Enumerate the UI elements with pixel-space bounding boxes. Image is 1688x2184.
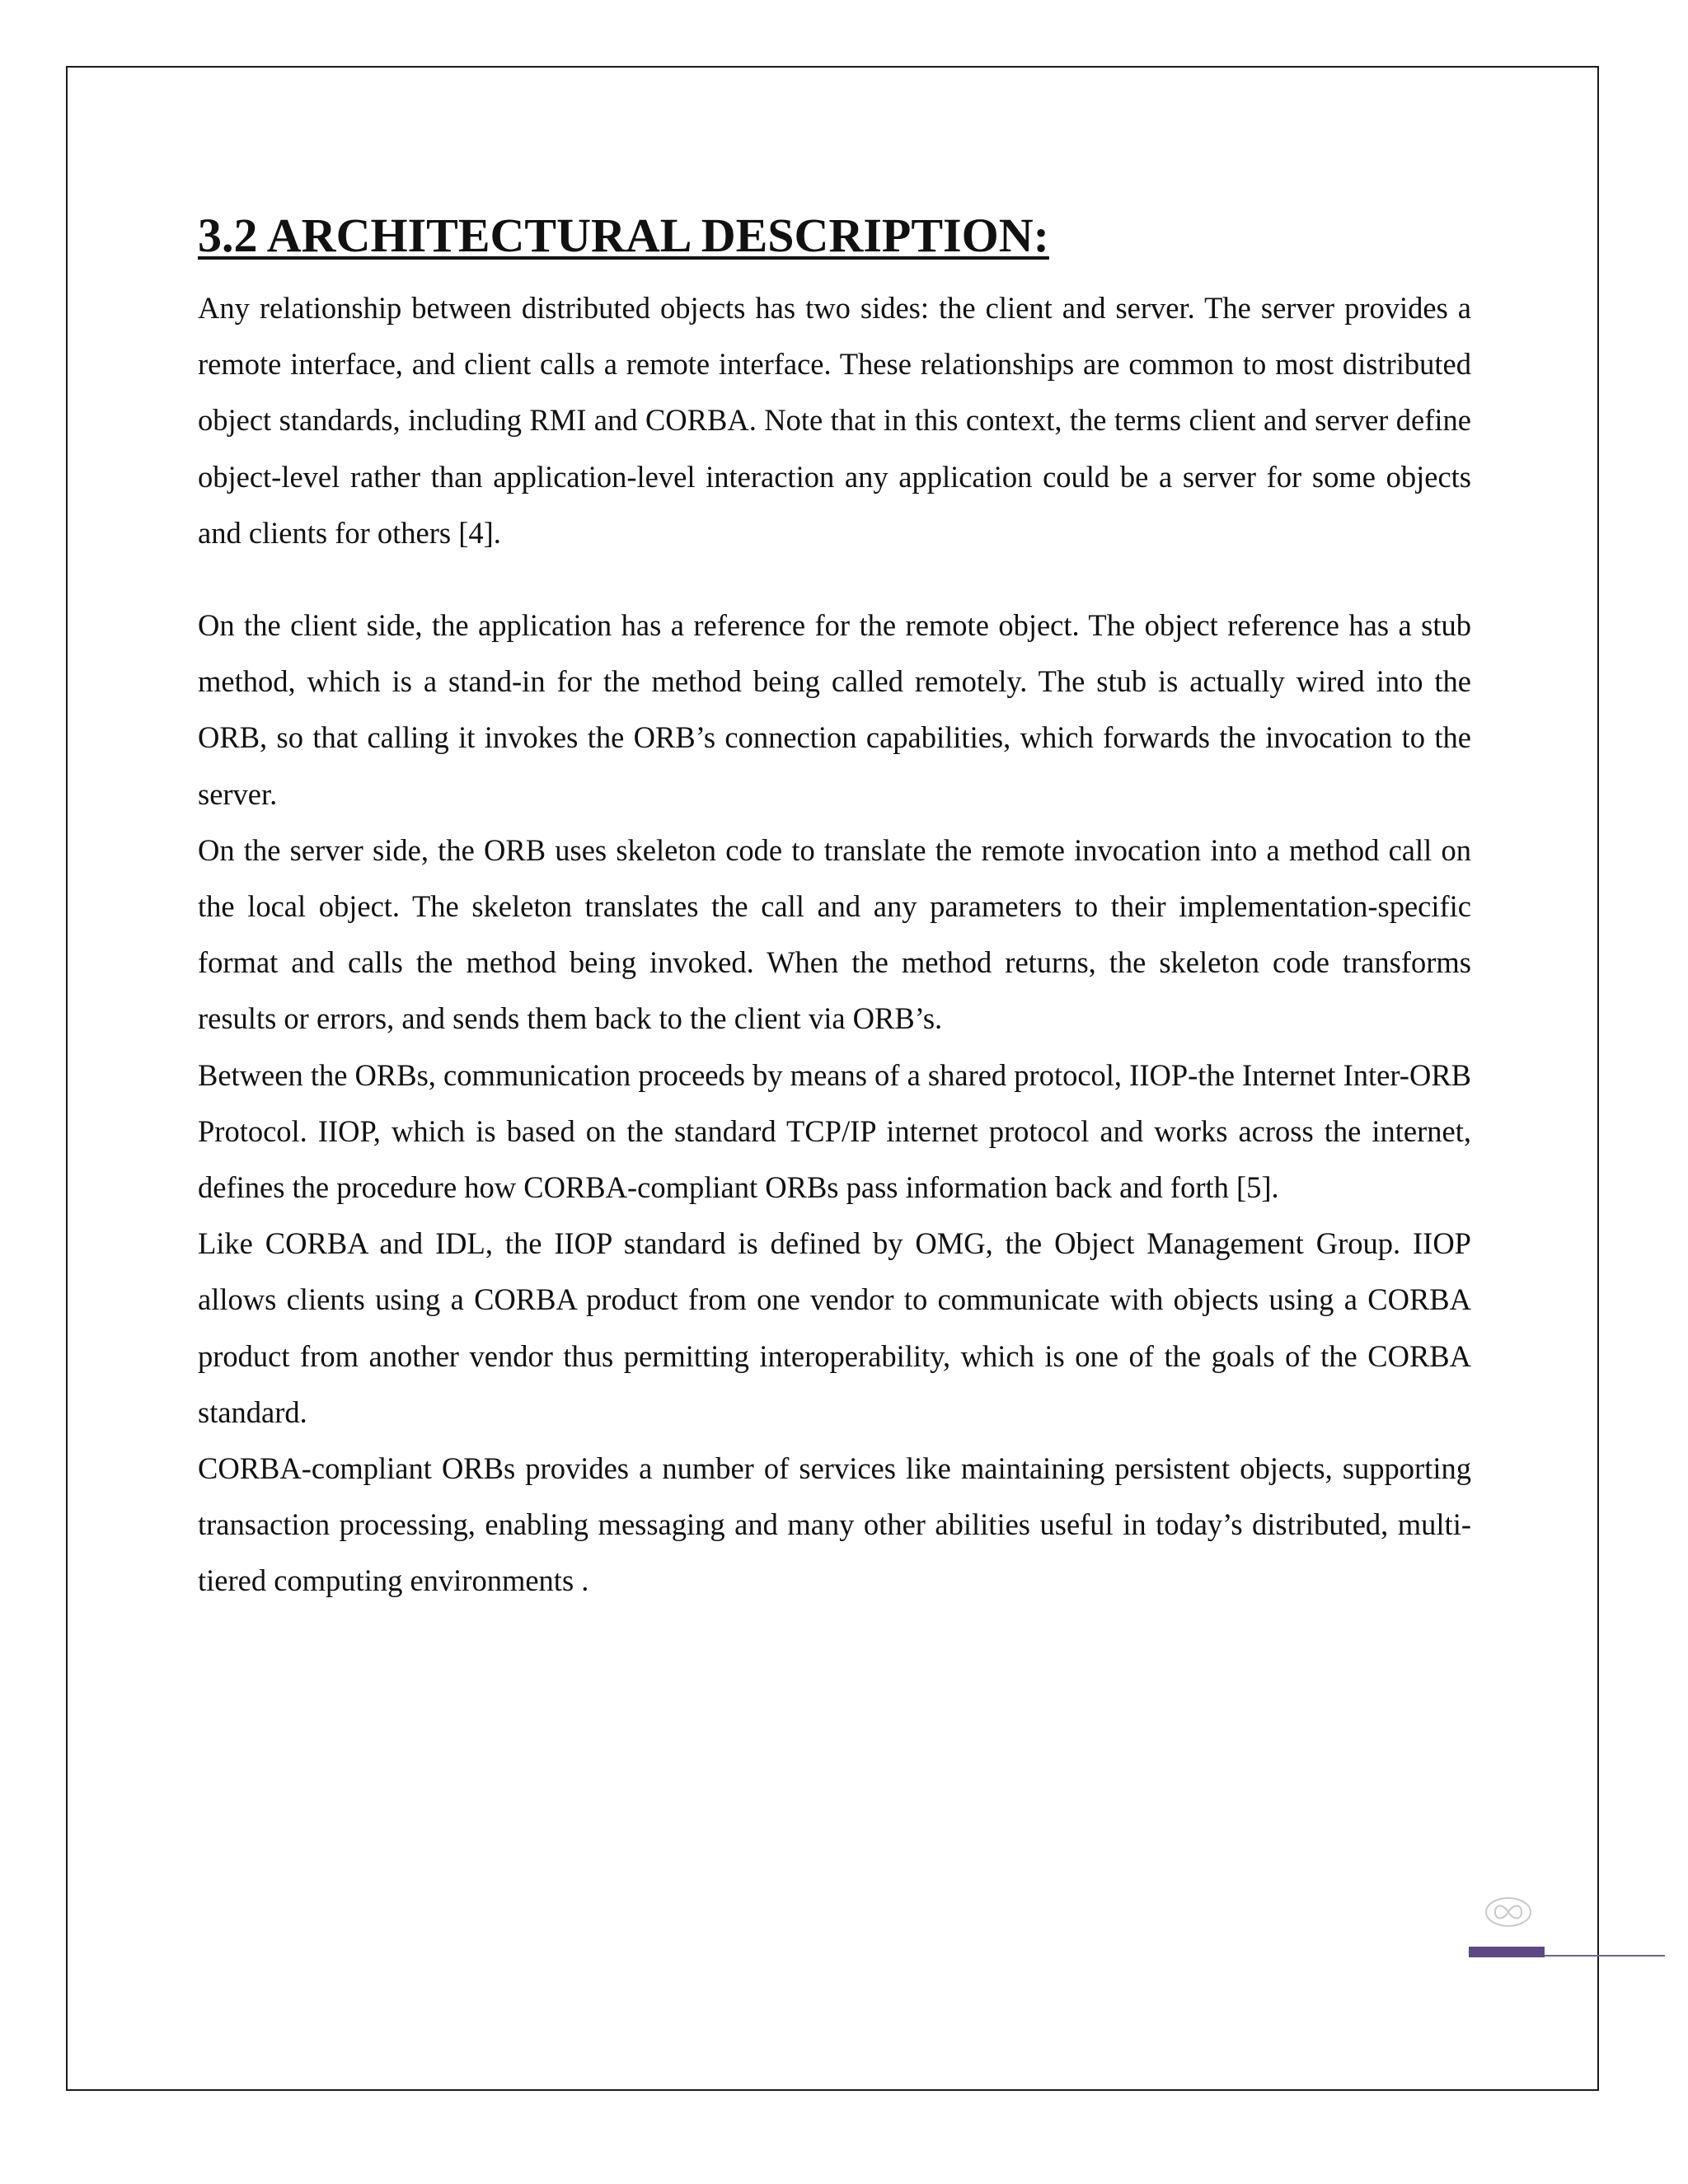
document-body (198, 206, 1471, 1610)
paragraph-iiop-protocol: Between the ORBs, communication proceeds by means of a shared protocol, IIOP-the Internet Inter-ORB Protocol. IIOP, which is based on the standard TCP/IP internet protocol and works across the internet, defines the procedure how CORBA-compliant ORBs pass information back and forth [5]. (198, 1057, 1472, 1205)
section-heading: 3.2 ARCHITECTURAL DESCRIPTION: (198, 209, 1049, 262)
paragraph-client-side: On the client side, the application has a reference for the remote object. The object reference has a stub method, which is a stand-in for the method being called remotely. The stub is actually wired into the ORB, so that calling it invokes the ORB’s connection capabilities, which forwards the invocation to the server. (198, 608, 1471, 811)
footer-rule (1545, 1955, 1665, 1957)
infinity-loop-icon (1484, 1896, 1533, 1929)
paragraph-orb-services: CORBA-compliant ORBs provides a number of services like maintaining persistent objects, supporting transaction processing, enabling messaging and many other abilities useful in today’s distributed, multi-tiered computing environments . (198, 1451, 1471, 1598)
paragraph-client-server: Any relationship between distributed objects has two sides: the client and server. The server provides a remote interface, and client calls a remote interface. These relationships are common to most distributed object standards, including RMI and CORBA. Note that in this context, the terms client and server define object-level rather than application-level interaction any application could be a server for some objects and clients for others [4]. (198, 291, 1471, 550)
paragraph-omg-standard: Like CORBA and IDL, the IIOP standard is defined by OMG, the Object Management Group. IIOP allows clients using a CORBA product from one vendor to communicate with objects using a CORBA product from another vendor thus permitting interoperability, which is one of the goals of the CORBA standard. (198, 1226, 1471, 1429)
footer-accent-bar (1469, 1947, 1545, 1957)
paragraph-server-side: On the server side, the ORB uses skeleton code to translate the remote invocation into a method call on the local object. The skeleton translates the call and any parameters to their implementation-specific format and calls the method being invoked. When the method returns, the skeleton code transforms results or errors, and sends them back to the client via ORB’s. (198, 832, 1471, 1036)
